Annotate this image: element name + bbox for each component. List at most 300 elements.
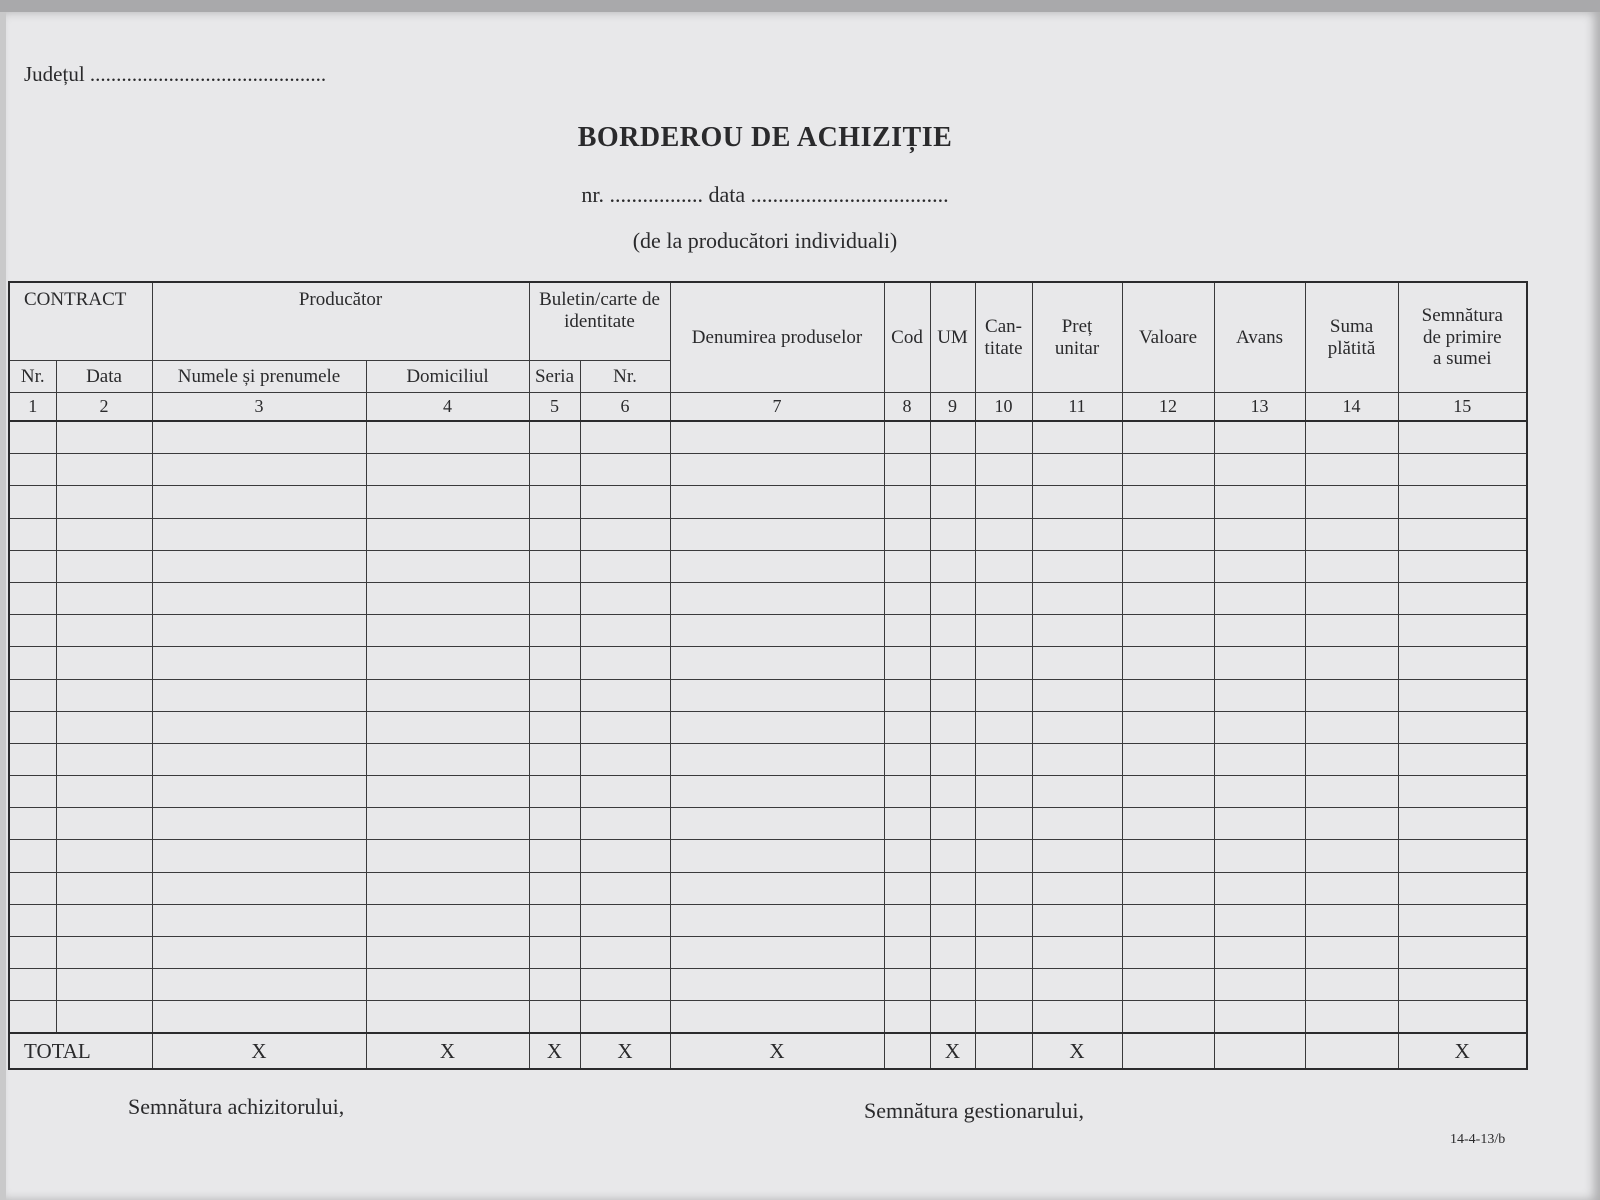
table-cell[interactable] xyxy=(670,840,884,872)
table-cell[interactable] xyxy=(580,615,670,647)
table-cell[interactable] xyxy=(1122,776,1214,808)
table-cell[interactable] xyxy=(1398,872,1527,904)
table-cell[interactable] xyxy=(1122,486,1214,518)
table-cell[interactable] xyxy=(152,421,366,454)
table-cell[interactable] xyxy=(56,969,152,1001)
table-cell[interactable] xyxy=(930,454,975,486)
table-cell[interactable] xyxy=(9,421,56,454)
table-cell[interactable] xyxy=(1032,647,1122,679)
table-cell[interactable] xyxy=(56,550,152,582)
table-cell[interactable] xyxy=(529,936,580,968)
table-cell[interactable] xyxy=(1305,1001,1398,1034)
table-cell[interactable] xyxy=(1122,518,1214,550)
table-cell[interactable] xyxy=(930,904,975,936)
table-cell[interactable] xyxy=(580,840,670,872)
table-cell[interactable] xyxy=(1214,743,1305,775)
table-cell[interactable] xyxy=(1032,936,1122,968)
table-cell[interactable] xyxy=(1398,1001,1527,1034)
total-cell-advance[interactable] xyxy=(1214,1033,1305,1069)
table-cell[interactable] xyxy=(975,936,1032,968)
table-cell[interactable] xyxy=(884,808,930,840)
table-cell[interactable] xyxy=(1214,1001,1305,1034)
table-cell[interactable] xyxy=(529,711,580,743)
table-cell[interactable] xyxy=(1305,679,1398,711)
table-cell[interactable] xyxy=(9,711,56,743)
table-cell[interactable] xyxy=(9,743,56,775)
table-cell[interactable] xyxy=(1398,518,1527,550)
table-cell[interactable] xyxy=(884,647,930,679)
table-cell[interactable] xyxy=(56,421,152,454)
table-cell[interactable] xyxy=(1305,582,1398,614)
table-cell[interactable] xyxy=(1032,679,1122,711)
table-cell[interactable] xyxy=(529,679,580,711)
table-cell[interactable] xyxy=(1305,647,1398,679)
table-cell[interactable] xyxy=(1398,582,1527,614)
table-cell[interactable] xyxy=(1032,711,1122,743)
table-cell[interactable] xyxy=(152,808,366,840)
column-number: 1 xyxy=(9,393,56,422)
table-cell[interactable] xyxy=(9,872,56,904)
table-cell[interactable] xyxy=(1305,550,1398,582)
table-cell[interactable] xyxy=(529,1001,580,1034)
table-cell[interactable] xyxy=(152,518,366,550)
table-cell[interactable] xyxy=(670,679,884,711)
table-cell[interactable] xyxy=(56,808,152,840)
table-cell[interactable] xyxy=(1398,647,1527,679)
table-cell[interactable] xyxy=(1214,679,1305,711)
table-cell[interactable] xyxy=(1122,1001,1214,1034)
table-cell[interactable] xyxy=(930,518,975,550)
table-cell[interactable] xyxy=(1398,711,1527,743)
table-cell[interactable] xyxy=(1214,647,1305,679)
table-cell[interactable] xyxy=(580,743,670,775)
table-cell[interactable] xyxy=(529,969,580,1001)
table-cell[interactable] xyxy=(9,936,56,968)
table-cell[interactable] xyxy=(884,776,930,808)
table-cell[interactable] xyxy=(1214,486,1305,518)
table-cell[interactable] xyxy=(152,486,366,518)
table-cell[interactable] xyxy=(152,550,366,582)
table-cell[interactable] xyxy=(56,582,152,614)
table-cell[interactable] xyxy=(670,582,884,614)
table-cell[interactable] xyxy=(1398,936,1527,968)
table-cell[interactable] xyxy=(56,904,152,936)
table-cell[interactable] xyxy=(884,872,930,904)
table-cell[interactable] xyxy=(529,518,580,550)
table-cell[interactable] xyxy=(1032,872,1122,904)
table-cell[interactable] xyxy=(670,550,884,582)
table-cell[interactable] xyxy=(975,518,1032,550)
table-cell[interactable] xyxy=(366,840,529,872)
total-cell-quantity[interactable] xyxy=(975,1033,1032,1069)
table-cell[interactable] xyxy=(670,486,884,518)
table-cell[interactable] xyxy=(975,904,1032,936)
table-cell[interactable] xyxy=(1305,486,1398,518)
table-cell[interactable] xyxy=(930,1001,975,1034)
table-cell[interactable] xyxy=(529,421,580,454)
table-cell[interactable] xyxy=(1122,615,1214,647)
table-cell[interactable] xyxy=(1032,904,1122,936)
column-number: 9 xyxy=(930,393,975,422)
table-cell[interactable] xyxy=(975,872,1032,904)
table-cell[interactable] xyxy=(975,776,1032,808)
table-cell[interactable] xyxy=(1214,550,1305,582)
table-cell[interactable] xyxy=(930,582,975,614)
table-cell[interactable] xyxy=(56,776,152,808)
table-cell[interactable] xyxy=(1398,486,1527,518)
table-cell[interactable] xyxy=(975,421,1032,454)
table-cell[interactable] xyxy=(152,582,366,614)
table-cell[interactable] xyxy=(975,679,1032,711)
table-cell[interactable] xyxy=(580,679,670,711)
table-cell[interactable] xyxy=(930,969,975,1001)
table-cell[interactable] xyxy=(1214,711,1305,743)
table-cell[interactable] xyxy=(152,711,366,743)
table-cell[interactable] xyxy=(975,840,1032,872)
table-cell[interactable] xyxy=(529,550,580,582)
table-cell[interactable] xyxy=(580,486,670,518)
total-mark-unit-price: X xyxy=(1032,1033,1122,1069)
table-cell[interactable] xyxy=(1398,904,1527,936)
table-cell[interactable] xyxy=(1032,550,1122,582)
table-cell[interactable] xyxy=(930,421,975,454)
total-mark-address: X xyxy=(366,1033,529,1069)
table-cell[interactable] xyxy=(1305,615,1398,647)
table-cell[interactable] xyxy=(930,936,975,968)
table-cell[interactable] xyxy=(975,969,1032,1001)
table-cell[interactable] xyxy=(1122,743,1214,775)
table-cell[interactable] xyxy=(1398,776,1527,808)
table-cell[interactable] xyxy=(366,421,529,454)
table-cell[interactable] xyxy=(884,679,930,711)
table-cell[interactable] xyxy=(1305,743,1398,775)
table-cell[interactable] xyxy=(9,615,56,647)
table-cell[interactable] xyxy=(152,615,366,647)
table-cell[interactable] xyxy=(9,518,56,550)
table-cell[interactable] xyxy=(366,872,529,904)
table-cell[interactable] xyxy=(1122,647,1214,679)
table-cell[interactable] xyxy=(930,486,975,518)
table-cell[interactable] xyxy=(930,679,975,711)
table-cell[interactable] xyxy=(529,582,580,614)
table-cell[interactable] xyxy=(366,1001,529,1034)
table-cell[interactable] xyxy=(1032,969,1122,1001)
table-cell[interactable] xyxy=(1214,454,1305,486)
table-cell[interactable] xyxy=(529,904,580,936)
table-cell[interactable] xyxy=(884,486,930,518)
table-cell[interactable] xyxy=(152,872,366,904)
table-cell[interactable] xyxy=(1214,808,1305,840)
table-cell[interactable] xyxy=(366,615,529,647)
table-cell[interactable] xyxy=(366,936,529,968)
total-mark-name: X xyxy=(152,1033,366,1069)
table-cell[interactable] xyxy=(1032,518,1122,550)
table-cell[interactable] xyxy=(366,486,529,518)
table-cell[interactable] xyxy=(366,679,529,711)
table-cell[interactable] xyxy=(152,679,366,711)
table-cell[interactable] xyxy=(884,582,930,614)
table-cell[interactable] xyxy=(1305,454,1398,486)
table-row xyxy=(9,872,1527,904)
table-cell[interactable] xyxy=(366,582,529,614)
table-cell[interactable] xyxy=(1398,743,1527,775)
table-cell[interactable] xyxy=(1305,969,1398,1001)
table-cell[interactable] xyxy=(580,936,670,968)
table-cell[interactable] xyxy=(975,615,1032,647)
table-cell[interactable] xyxy=(9,550,56,582)
table-cell[interactable] xyxy=(1305,872,1398,904)
table-cell[interactable] xyxy=(580,647,670,679)
table-cell[interactable] xyxy=(1214,969,1305,1001)
table-cell[interactable] xyxy=(670,454,884,486)
column-number: 10 xyxy=(975,393,1032,422)
table-cell[interactable] xyxy=(884,743,930,775)
table-cell[interactable] xyxy=(1398,454,1527,486)
table-cell[interactable] xyxy=(529,454,580,486)
table-cell[interactable] xyxy=(529,647,580,679)
table-cell[interactable] xyxy=(152,904,366,936)
table-cell[interactable] xyxy=(1032,615,1122,647)
table-cell[interactable] xyxy=(9,808,56,840)
table-cell[interactable] xyxy=(56,647,152,679)
table-cell[interactable] xyxy=(580,582,670,614)
table-cell[interactable] xyxy=(930,743,975,775)
table-cell[interactable] xyxy=(1122,454,1214,486)
table-cell[interactable] xyxy=(580,872,670,904)
table-cell[interactable] xyxy=(975,711,1032,743)
table-cell[interactable] xyxy=(366,647,529,679)
table-cell[interactable] xyxy=(1398,421,1527,454)
table-cell[interactable] xyxy=(529,776,580,808)
table-cell[interactable] xyxy=(580,808,670,840)
table-cell[interactable] xyxy=(975,550,1032,582)
table-cell[interactable] xyxy=(56,679,152,711)
table-cell[interactable] xyxy=(152,454,366,486)
table-cell[interactable] xyxy=(884,421,930,454)
table-cell[interactable] xyxy=(884,518,930,550)
table-cell[interactable] xyxy=(580,1001,670,1034)
table-cell[interactable] xyxy=(366,969,529,1001)
table-cell[interactable] xyxy=(884,1001,930,1034)
table-cell[interactable] xyxy=(930,808,975,840)
table-cell[interactable] xyxy=(930,711,975,743)
table-cell[interactable] xyxy=(366,518,529,550)
table-cell[interactable] xyxy=(1122,582,1214,614)
table-cell[interactable] xyxy=(1398,808,1527,840)
table-cell[interactable] xyxy=(529,840,580,872)
table-cell[interactable] xyxy=(884,936,930,968)
table-cell[interactable] xyxy=(975,486,1032,518)
table-cell[interactable] xyxy=(56,743,152,775)
table-cell[interactable] xyxy=(670,421,884,454)
table-cell[interactable] xyxy=(1214,421,1305,454)
table-cell[interactable] xyxy=(1122,840,1214,872)
table-cell[interactable] xyxy=(930,647,975,679)
total-cell-code[interactable] xyxy=(884,1033,930,1069)
table-cell[interactable] xyxy=(670,518,884,550)
table-cell[interactable] xyxy=(366,711,529,743)
table-cell[interactable] xyxy=(670,969,884,1001)
table-cell[interactable] xyxy=(1398,840,1527,872)
table-cell[interactable] xyxy=(9,647,56,679)
table-cell[interactable] xyxy=(9,840,56,872)
table-cell[interactable] xyxy=(930,872,975,904)
table-cell[interactable] xyxy=(9,904,56,936)
table-row xyxy=(9,711,1527,743)
table-cell[interactable] xyxy=(975,808,1032,840)
table-cell[interactable] xyxy=(1032,421,1122,454)
table-cell[interactable] xyxy=(884,969,930,1001)
table-cell[interactable] xyxy=(1214,904,1305,936)
table-cell[interactable] xyxy=(884,550,930,582)
table-cell[interactable] xyxy=(975,743,1032,775)
table-cell[interactable] xyxy=(884,904,930,936)
table-cell[interactable] xyxy=(975,582,1032,614)
table-cell[interactable] xyxy=(9,582,56,614)
table-cell[interactable] xyxy=(1214,615,1305,647)
table-cell[interactable] xyxy=(1305,421,1398,454)
table-cell[interactable] xyxy=(1305,776,1398,808)
table-cell[interactable] xyxy=(1122,969,1214,1001)
table-cell[interactable] xyxy=(1122,679,1214,711)
table-cell[interactable] xyxy=(56,872,152,904)
table-cell[interactable] xyxy=(9,454,56,486)
table-cell[interactable] xyxy=(152,969,366,1001)
table-cell[interactable] xyxy=(56,840,152,872)
table-cell[interactable] xyxy=(580,454,670,486)
table-cell[interactable] xyxy=(884,454,930,486)
column-number: 15 xyxy=(1398,393,1527,422)
table-cell[interactable] xyxy=(56,454,152,486)
table-cell[interactable] xyxy=(580,711,670,743)
table-cell[interactable] xyxy=(366,808,529,840)
table-cell[interactable] xyxy=(580,550,670,582)
table-cell[interactable] xyxy=(580,776,670,808)
table-cell[interactable] xyxy=(670,743,884,775)
table-cell[interactable] xyxy=(1305,518,1398,550)
table-cell[interactable] xyxy=(1032,840,1122,872)
table-cell[interactable] xyxy=(529,743,580,775)
table-cell[interactable] xyxy=(670,808,884,840)
table-cell[interactable] xyxy=(1122,711,1214,743)
table-cell[interactable] xyxy=(152,776,366,808)
table-cell[interactable] xyxy=(9,679,56,711)
table-cell[interactable] xyxy=(670,711,884,743)
table-cell[interactable] xyxy=(670,904,884,936)
table-cell[interactable] xyxy=(56,486,152,518)
table-cell[interactable] xyxy=(975,1001,1032,1034)
table-cell[interactable] xyxy=(366,454,529,486)
table-cell[interactable] xyxy=(1032,486,1122,518)
table-cell[interactable] xyxy=(9,1001,56,1034)
table-cell[interactable] xyxy=(152,1001,366,1034)
table-cell[interactable] xyxy=(1398,679,1527,711)
table-cell[interactable] xyxy=(1398,615,1527,647)
table-cell[interactable] xyxy=(884,615,930,647)
table-cell[interactable] xyxy=(56,936,152,968)
table-cell[interactable] xyxy=(670,776,884,808)
table-cell[interactable] xyxy=(1214,776,1305,808)
table-cell[interactable] xyxy=(670,647,884,679)
table-cell[interactable] xyxy=(1032,582,1122,614)
table-cell[interactable] xyxy=(529,808,580,840)
table-cell[interactable] xyxy=(1122,421,1214,454)
table-cell[interactable] xyxy=(580,518,670,550)
table-cell[interactable] xyxy=(366,904,529,936)
table-cell[interactable] xyxy=(366,550,529,582)
table-cell[interactable] xyxy=(1214,582,1305,614)
table-cell[interactable] xyxy=(366,776,529,808)
table-cell[interactable] xyxy=(1214,872,1305,904)
table-cell[interactable] xyxy=(1122,872,1214,904)
table-cell[interactable] xyxy=(930,550,975,582)
table-cell[interactable] xyxy=(1032,808,1122,840)
table-cell[interactable] xyxy=(975,647,1032,679)
table-cell[interactable] xyxy=(529,486,580,518)
table-cell[interactable] xyxy=(9,486,56,518)
total-cell-paid[interactable] xyxy=(1305,1033,1398,1069)
table-cell[interactable] xyxy=(152,743,366,775)
table-cell[interactable] xyxy=(1305,711,1398,743)
table-cell[interactable] xyxy=(152,936,366,968)
table-cell[interactable] xyxy=(1398,969,1527,1001)
table-cell[interactable] xyxy=(1032,1001,1122,1034)
table-cell[interactable] xyxy=(529,872,580,904)
table-cell[interactable] xyxy=(1305,936,1398,968)
table-cell[interactable] xyxy=(1398,550,1527,582)
table-cell[interactable] xyxy=(1032,743,1122,775)
table-cell[interactable] xyxy=(1305,840,1398,872)
table-cell[interactable] xyxy=(975,454,1032,486)
table-cell[interactable] xyxy=(9,776,56,808)
table-cell[interactable] xyxy=(1122,808,1214,840)
table-cell[interactable] xyxy=(56,615,152,647)
table-cell[interactable] xyxy=(670,936,884,968)
total-cell-value[interactable] xyxy=(1122,1033,1214,1069)
table-cell[interactable] xyxy=(930,840,975,872)
table-cell[interactable] xyxy=(56,1001,152,1034)
table-cell[interactable] xyxy=(1305,808,1398,840)
table-cell[interactable] xyxy=(670,1001,884,1034)
table-cell[interactable] xyxy=(580,969,670,1001)
table-cell[interactable] xyxy=(529,615,580,647)
table-cell[interactable] xyxy=(1122,904,1214,936)
table-cell[interactable] xyxy=(1214,936,1305,968)
table-cell[interactable] xyxy=(1305,904,1398,936)
table-cell[interactable] xyxy=(152,647,366,679)
table-cell[interactable] xyxy=(884,711,930,743)
table-cell[interactable] xyxy=(1122,550,1214,582)
table-cell[interactable] xyxy=(1032,776,1122,808)
table-cell[interactable] xyxy=(1214,840,1305,872)
table-cell[interactable] xyxy=(884,840,930,872)
table-cell[interactable] xyxy=(670,872,884,904)
table-cell[interactable] xyxy=(930,615,975,647)
table-cell[interactable] xyxy=(1032,454,1122,486)
table-cell[interactable] xyxy=(1122,936,1214,968)
table-cell[interactable] xyxy=(9,969,56,1001)
table-cell[interactable] xyxy=(930,776,975,808)
table-cell[interactable] xyxy=(366,743,529,775)
table-cell[interactable] xyxy=(56,518,152,550)
form-subtitle: (de la producători individuali) xyxy=(632,228,898,253)
table-cell[interactable] xyxy=(670,615,884,647)
table-cell[interactable] xyxy=(580,421,670,454)
table-cell[interactable] xyxy=(580,904,670,936)
table-cell[interactable] xyxy=(1214,518,1305,550)
table-cell[interactable] xyxy=(56,711,152,743)
table-cell[interactable] xyxy=(152,840,366,872)
